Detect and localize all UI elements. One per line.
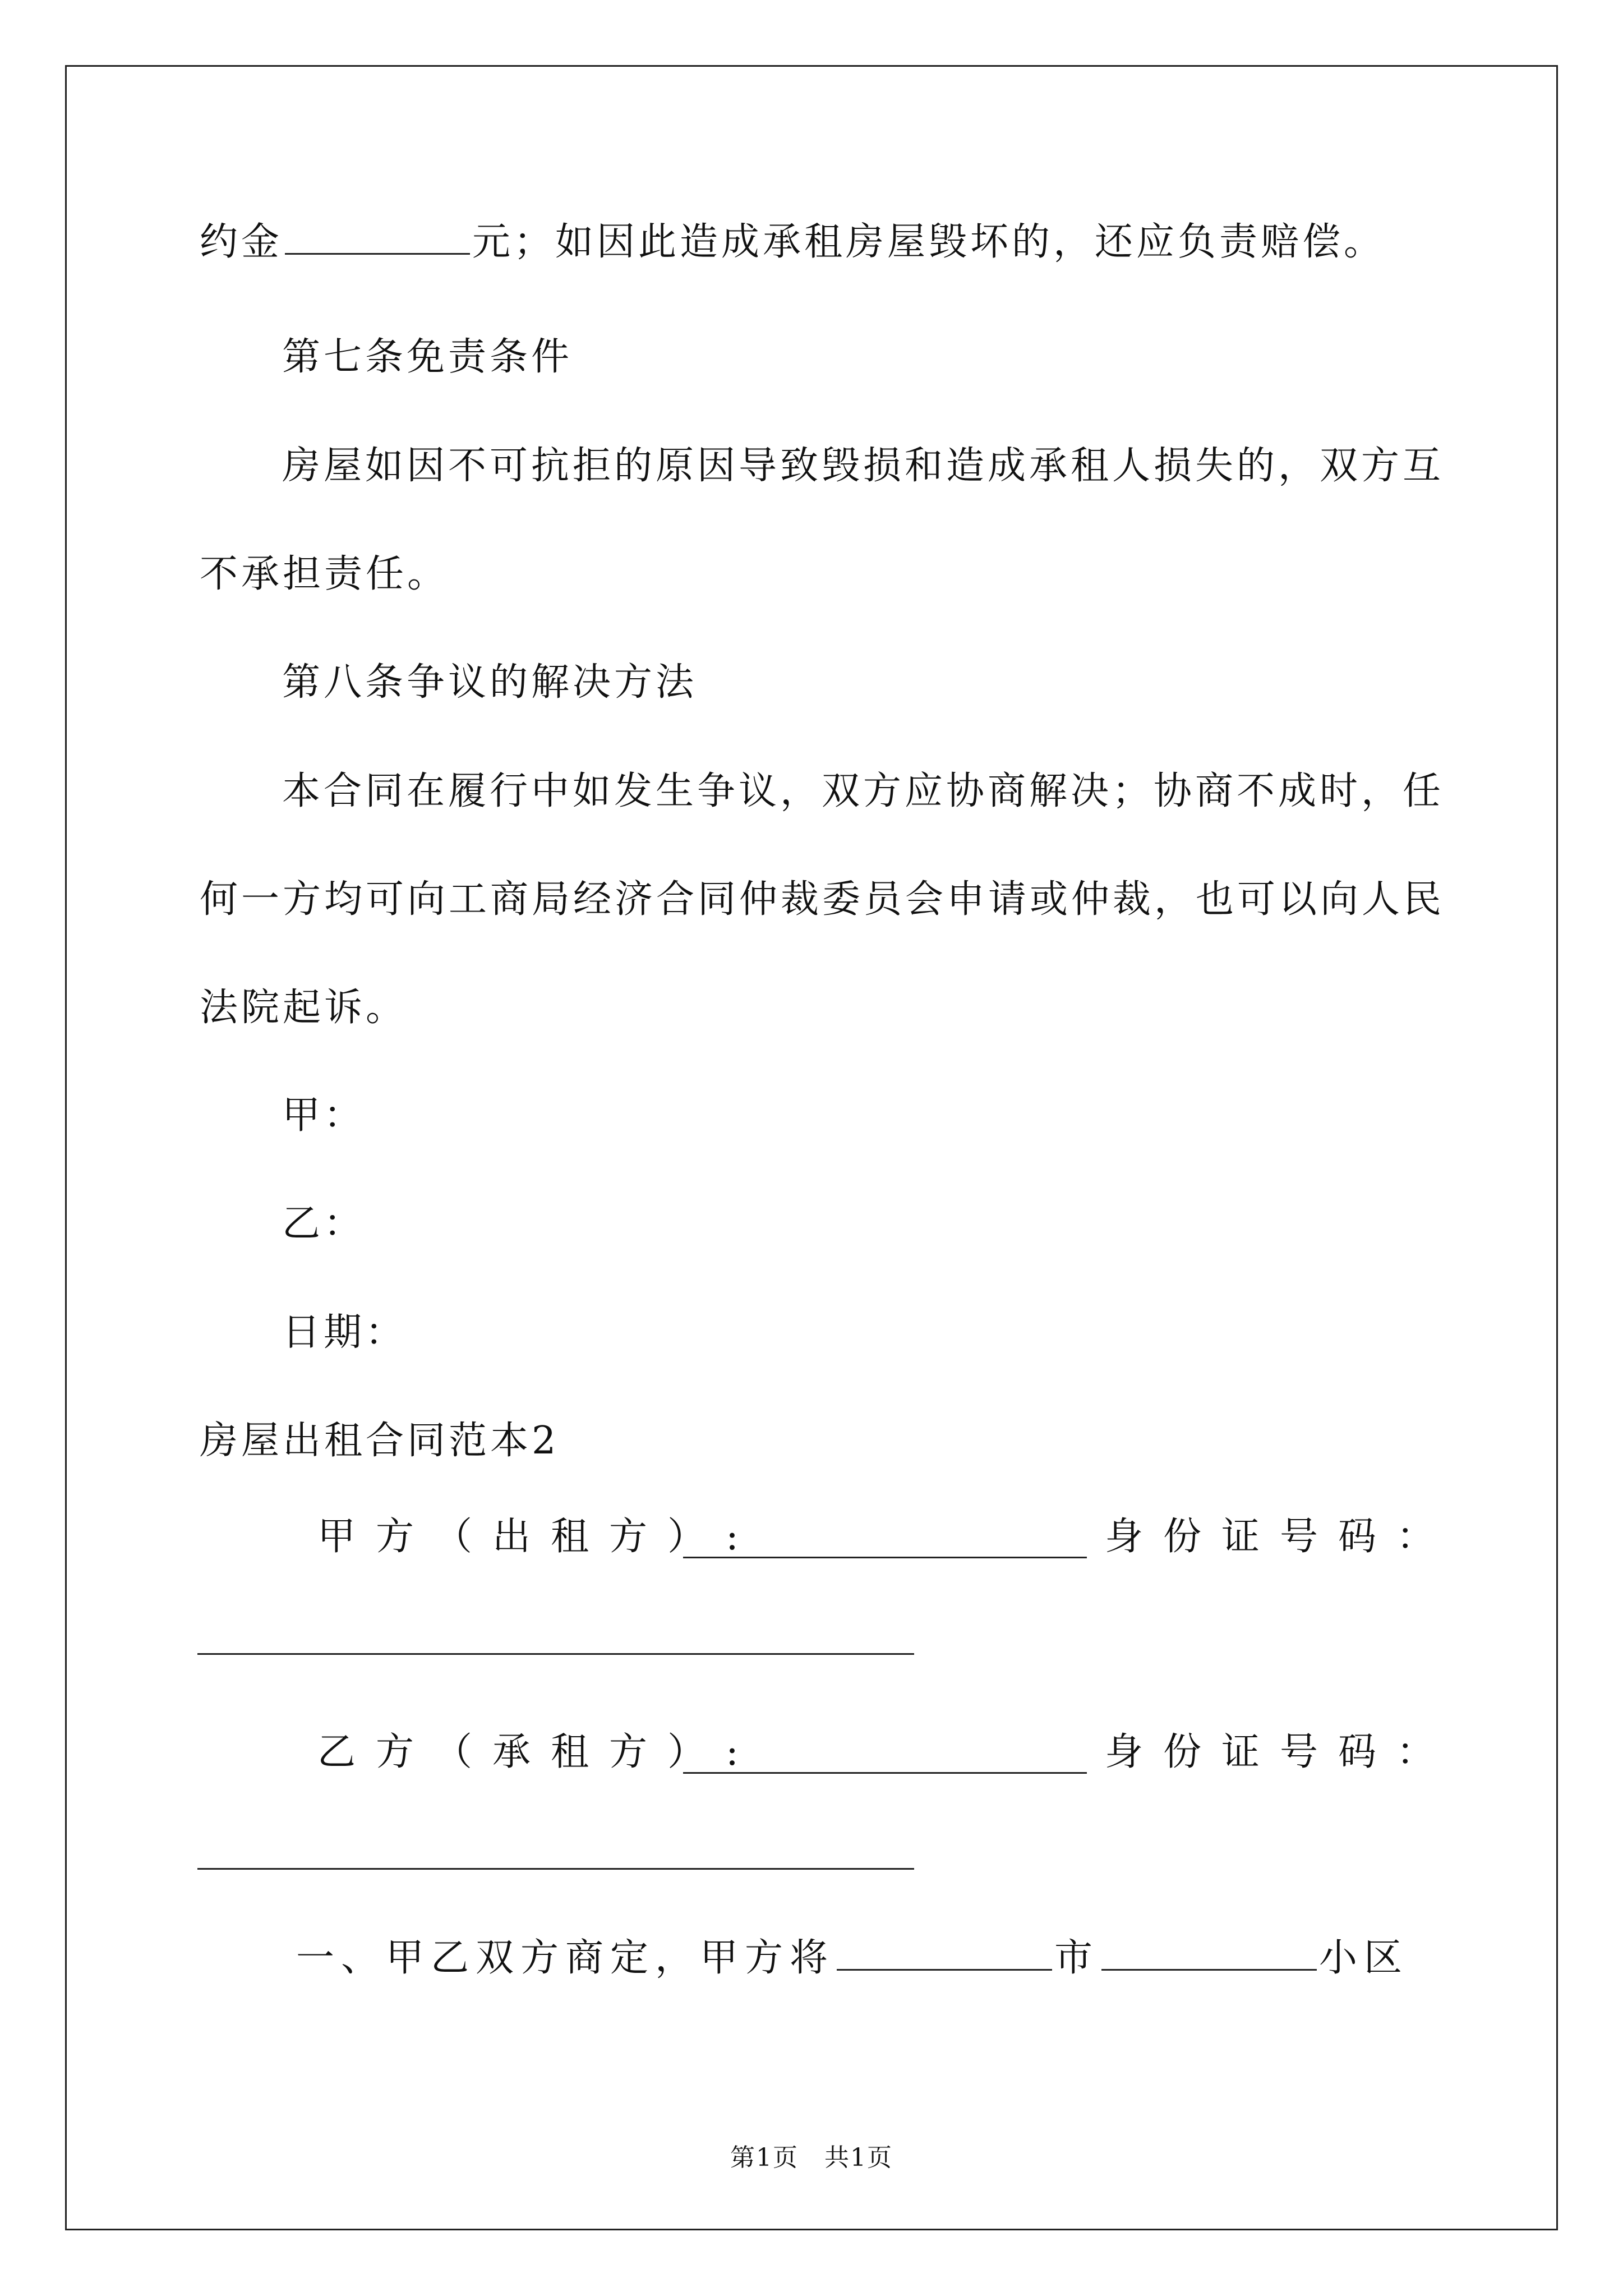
party-b-name-blank — [683, 1772, 1087, 1774]
amount-blank — [285, 250, 470, 255]
section-title: 房屋出租合同范本2 — [200, 1419, 560, 1463]
article7-line2: 不承担责任。 — [200, 552, 449, 596]
article8-line3: 法院起诉。 — [200, 986, 408, 1030]
party-b-label: 乙方（承租方）: — [317, 1730, 759, 1774]
party-b-signature: 乙： — [282, 1202, 366, 1246]
party-a-label: 甲方（出租方）: — [317, 1515, 759, 1559]
penalty-suffix: 元；如因此造成承租房屋毁坏的，还应负责赔偿。 — [472, 220, 1386, 264]
article8-line2: 何一方均可向工商局经济合同仲裁委员会申请或仲裁，也可以向人民 — [200, 877, 1445, 922]
date-field: 日期： — [282, 1310, 407, 1355]
party-a-id-blank — [197, 1653, 914, 1655]
article8-title: 第八条争议的解决方法 — [282, 660, 698, 705]
article7-title: 第七条免责条件 — [282, 335, 573, 379]
party-a-name-blank — [683, 1557, 1087, 1558]
clause1-text-2: 市 — [1054, 1936, 1100, 1980]
page-frame — [65, 65, 1558, 2230]
article7-line1: 房屋如因不可抗拒的原因导致毁损和造成承租人损失的，双方互 — [282, 444, 1445, 488]
city-blank — [837, 1966, 1052, 1971]
party-a-id-label: 身份证号码： — [1105, 1515, 1455, 1559]
party-b-id-label: 身份证号码： — [1105, 1730, 1455, 1774]
party-b-id-blank — [197, 1868, 914, 1870]
clause1-line — [296, 1936, 1409, 1980]
district-blank — [1101, 1966, 1317, 1971]
page-footer: 第1页 共1页 — [730, 2143, 893, 2172]
penalty-prefix: 约金 — [200, 220, 283, 264]
party-a-signature: 甲： — [282, 1093, 366, 1138]
paragraph-penalty — [200, 220, 1386, 264]
clause1-text-1: 一、甲乙双方商定，甲方将 — [296, 1936, 835, 1980]
article8-line1: 本合同在履行中如发生争议，双方应协商解决；协商不成时，任 — [282, 769, 1445, 813]
clause1-text-3: 小区 — [1319, 1936, 1409, 1980]
